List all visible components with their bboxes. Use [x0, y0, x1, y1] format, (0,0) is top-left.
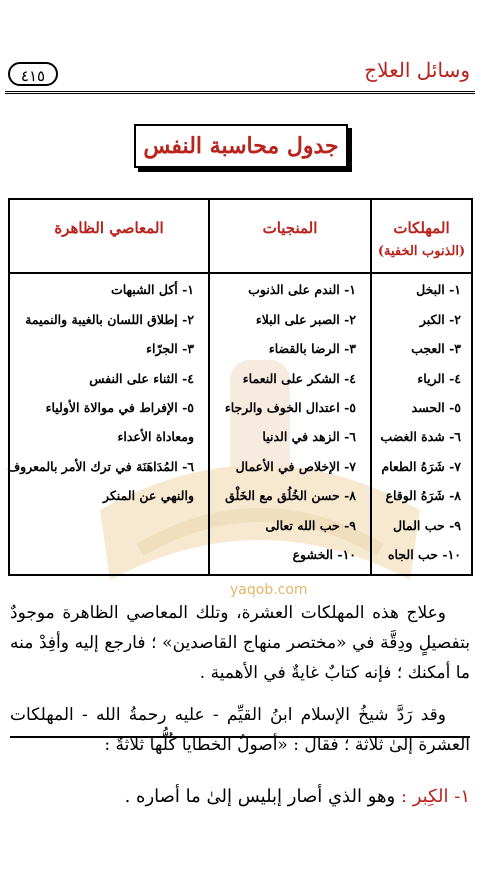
table-cell: ٢- الصبر على البلاء [255, 312, 356, 327]
table-cell: ٢- إطلاق اللسان بالغيبة والنميمة [25, 312, 194, 327]
table-cell: ٨- حسن الخُلُق مع الخَلْق [225, 488, 356, 503]
table-cell: ١- البخل [416, 282, 461, 297]
table-cell: ٥- الإفراط في موالاة الأولياء [45, 400, 194, 415]
table-title: جدول محاسبة النفس [143, 133, 339, 159]
table-cell: ١- الندم على الذنوب [248, 282, 356, 297]
table-cell: ٤- الثناء على النفس [89, 371, 194, 386]
header-mohlikat-main: المهلكات [393, 219, 450, 237]
table-cell: ٧- شَرَهُ الطعام [381, 459, 461, 474]
list-item-kibr [10, 782, 470, 812]
paragraph-ibn-qayyim: وقد رَدَّ شيخُ الإسلام ابنُ القيِّم - عليه رحمةُ الله - المهلكات العشرة إلىٰ ثلاثة ؛ فقال : «أصولُ الخطايا كُلُّها ثلاثةٌ : [10, 705, 470, 755]
table-cell: ٥- الحسد [411, 400, 461, 415]
table-header-rule [10, 272, 471, 274]
list-item-text: وهو الذي أصار إبليس إلىٰ ما أصاره . [124, 786, 396, 807]
header-mohlikat-sub: (الذنوب الخفية) [377, 244, 466, 259]
table-cell: ٩- حب الله تعالى [265, 518, 356, 533]
table-cell: ١- أكل الشبهات [110, 282, 194, 297]
header-rule [5, 91, 475, 94]
table-cell: ٨- شَرَهُ الوقاع [385, 488, 461, 503]
table-cell: ٩- حب المال [392, 518, 461, 533]
paragraph-treatment: وعلاج هذه المهلكات العشرة، وتلك المعاصي الظاهرة موجودٌ بتفصيلٍ ودِقَّة في «مختصر منهاج القاصدين» ؛ فارجع إليه وأفِدْ منه ما أمكنك ؛ فإنه كتابٌ غايةٌ في الأهمية . [10, 603, 470, 683]
header-mohlikat [370, 216, 473, 264]
table-cell: ٣- الجرّاء [146, 341, 194, 356]
table-title-box [134, 124, 348, 168]
table-cell: ومعاداة الأعداء [117, 429, 194, 444]
table-cell: ١٠- حب الجاه [387, 547, 461, 562]
running-title: وسائل العلاج [364, 58, 470, 82]
table-cell: ٦- الزهد في الدنيا [262, 429, 356, 444]
table-cell: ٣- الرضا بالقضاء [268, 341, 356, 356]
watermark-site: yaqob.com [230, 582, 308, 598]
table-cell: ٦- المُدَاهَنَة في ترك الأمر بالمعروف [7, 459, 194, 474]
table-cell: والنهي عن المنكر [102, 488, 194, 503]
header-monjiyat: المنجيات [262, 219, 318, 237]
table-divider [208, 200, 210, 574]
table-cell: ٦- شدة الغضب [380, 429, 461, 444]
table-cell: ٤- الرياء [417, 371, 461, 386]
header-maasi: المعاصي الظاهرة [54, 219, 164, 237]
table-cell: ٣- العجب [411, 341, 461, 356]
self-accounting-table [8, 198, 473, 576]
table-cell: ٢- الكبر [419, 312, 461, 327]
table-cell: ٤- الشكر على النعماء [242, 371, 356, 386]
paragraph-underline [10, 736, 470, 738]
table-cell: ٧- الإخلاص في الأعمال [235, 459, 356, 474]
table-cell: ١٠- الخشوع [292, 547, 356, 562]
table-cell: ٥- اعتدال الخوف والرجاء [224, 400, 356, 415]
list-item-label: ١- الكِبر : [400, 786, 470, 807]
page-number: ٤١٥ [8, 62, 58, 86]
